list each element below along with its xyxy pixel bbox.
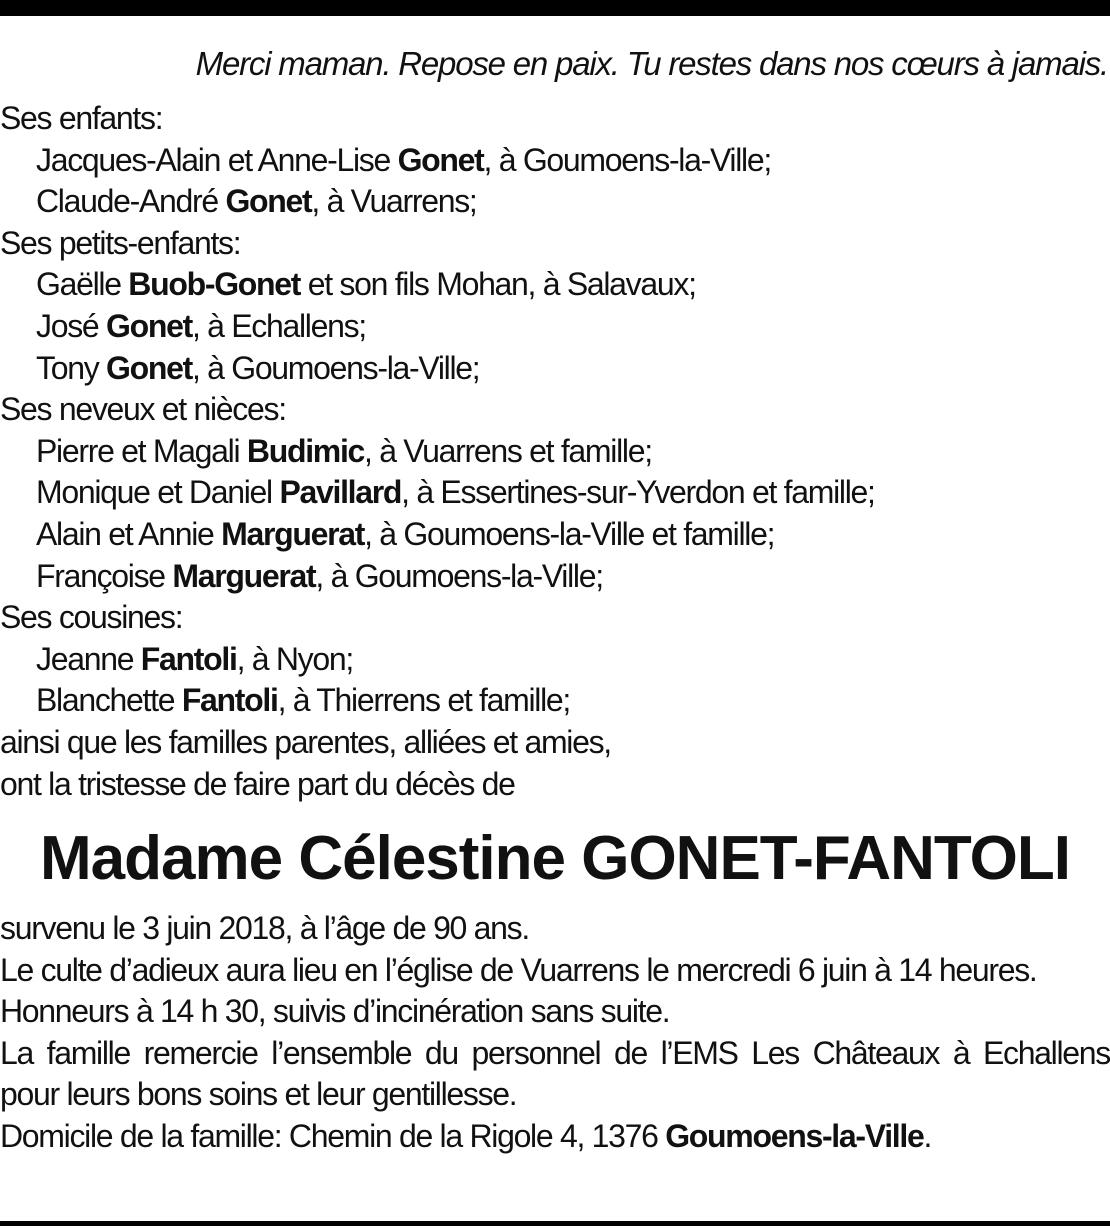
family-name: Gonet bbox=[397, 141, 484, 178]
domicile-town: Goumoens-la-Ville bbox=[665, 1117, 924, 1154]
family-name: Gonet bbox=[106, 349, 192, 386]
top-rule bbox=[0, 0, 1110, 16]
section-heading-grandchildren: Ses petits-enfants: bbox=[0, 224, 241, 261]
list-item: Gaëlle Buob-Gonet et son fils Mohan, à Salavaux; bbox=[36, 266, 696, 303]
list-item: Françoise Marguerat, à Goumoens-la-Ville; bbox=[36, 557, 603, 594]
section-heading-cousins: Ses cousines: bbox=[0, 599, 183, 636]
family-name: Budimic bbox=[246, 432, 365, 469]
section-heading-nephews-nieces: Ses neveux et nièces: bbox=[0, 391, 286, 428]
list-item: Monique et Daniel Pavillard, à Essertines-sur-Yverdon et famille; bbox=[36, 474, 875, 511]
family-list bbox=[0, 98, 1110, 805]
family-name: Fantoli bbox=[140, 640, 237, 677]
deceased-name: Madame Célestine GONET-FANTOLI bbox=[40, 824, 1070, 893]
list-item: Jeanne Fantoli, à Nyon; bbox=[36, 640, 353, 677]
list-item: Alain et Annie Marguerat, à Goumoens-la-Ville et famille; bbox=[36, 515, 775, 552]
family-name: Pavillard bbox=[279, 474, 402, 511]
closing-line: ainsi que les familles parentes, alliées et amies, bbox=[0, 723, 611, 760]
list-item: Claude-André Gonet, à Vuarrens; bbox=[36, 183, 477, 220]
family-name: Fantoli bbox=[181, 682, 278, 719]
list-item: Pierre et Magali Budimic, à Vuarrens et famille; bbox=[36, 432, 652, 469]
family-name: Marguerat bbox=[172, 557, 316, 594]
details-block bbox=[0, 908, 1110, 1158]
list-item: José Gonet, à Echallens; bbox=[36, 307, 366, 344]
list-item: Tony Gonet, à Goumoens-la-Ville; bbox=[36, 349, 480, 386]
epigraph: Merci maman. Repose en paix. Tu restes dans nos cœurs à jamais. bbox=[195, 45, 1108, 82]
service-paragraph: Le culte d’adieux aura lieu en l’église de Vuarrens le mercredi 6 juin à 14 heures. bbox=[0, 951, 1037, 988]
list-item: Jacques-Alain et Anne-Lise Gonet, à Goumoens-la-Ville; bbox=[36, 141, 771, 178]
section-heading-children: Ses enfants: bbox=[0, 100, 163, 136]
list-item: Blanchette Fantoli, à Thierrens et famille; bbox=[36, 682, 570, 719]
family-name: Buob-Gonet bbox=[128, 266, 301, 303]
family-name: Marguerat bbox=[221, 515, 365, 552]
family-name: Gonet bbox=[225, 183, 312, 220]
bottom-rule bbox=[0, 1221, 1110, 1226]
closing-line: ont la tristesse de faire part du décès de bbox=[0, 765, 515, 802]
domicile-line: Domicile de la famille: Chemin de la Rigole 4, 1376 Goumoens-la-Ville. bbox=[0, 1117, 932, 1154]
family-name: Gonet bbox=[106, 307, 192, 344]
date-age-line: survenu le 3 juin 2018, à l’âge de 90 ans. bbox=[0, 910, 529, 946]
honours-line: Honneurs à 14 h 30, suivis d’incinération sans suite. bbox=[0, 993, 670, 1030]
thanks-paragraph: La famille remercie l’ensemble du personnel de l’EMS Les Châteaux à Echallens pour leurs bons soins et leur gentillesse. bbox=[0, 1034, 1110, 1113]
